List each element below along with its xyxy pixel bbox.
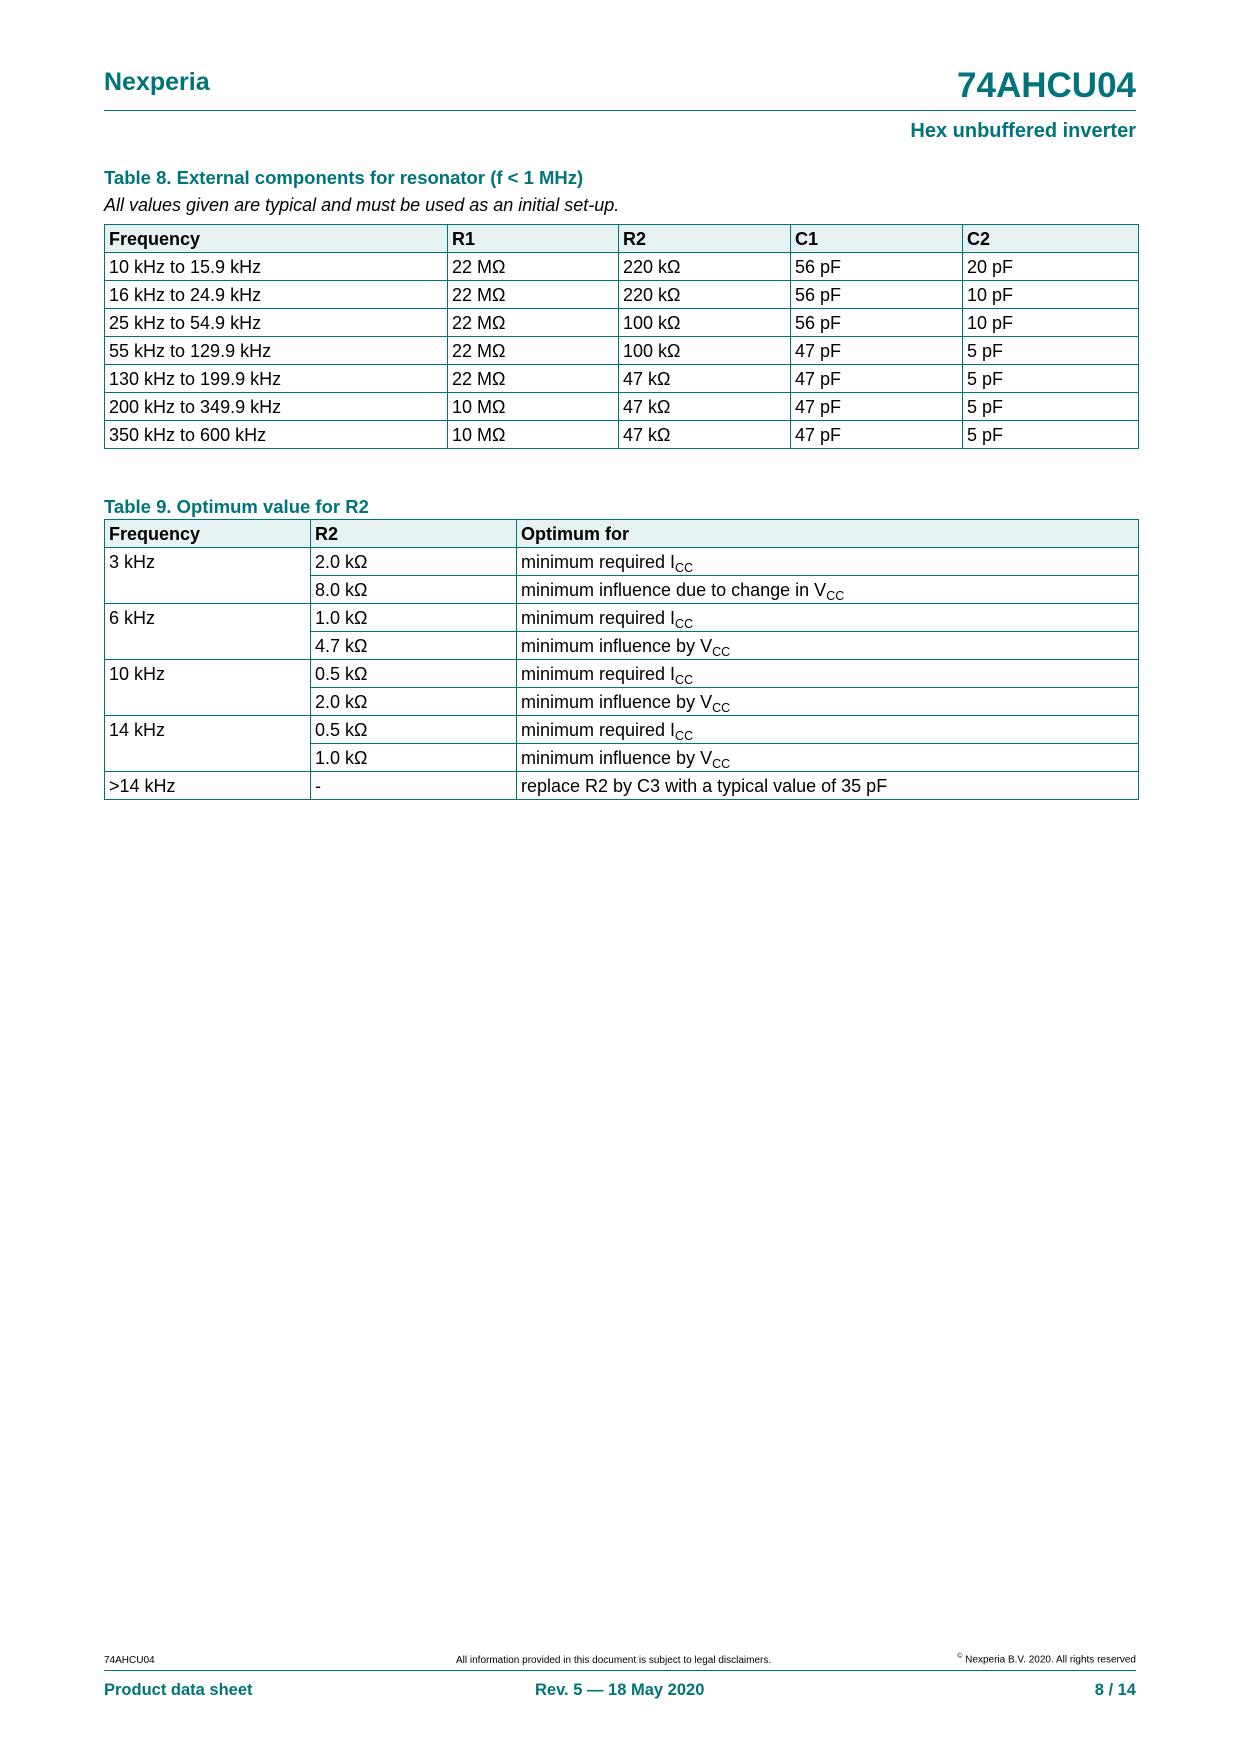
- table-cell: 47 pF: [791, 365, 963, 393]
- table8-header-r1: R1: [448, 225, 619, 253]
- table-row: [105, 393, 1139, 421]
- table-cell: 5 pF: [963, 393, 1139, 421]
- table-cell: 25 kHz to 54.9 kHz: [105, 309, 448, 337]
- footer-page-number: 8 / 14: [1094, 1681, 1136, 1699]
- document-subtitle: Hex unbuffered inverter: [910, 120, 1136, 142]
- table8-note: All values given are typical and must be used as an initial set-up.: [104, 195, 620, 215]
- frequency-cell: >14 kHz: [105, 772, 311, 800]
- table8: [104, 224, 1139, 449]
- copyright-text: Nexperia B.V. 2020. All rights reserved: [965, 1654, 1136, 1666]
- footer-copyright: [957, 1653, 1136, 1665]
- table9-caption: Table 9. Optimum value for R2: [104, 496, 369, 517]
- table-cell: 22 MΩ: [448, 365, 619, 393]
- table-cell: 200 kHz to 349.9 kHz: [105, 393, 448, 421]
- footer-doc-type: Product data sheet: [104, 1681, 253, 1699]
- header-divider: [104, 110, 1136, 111]
- optimum-for-text: minimum required I: [521, 608, 676, 628]
- optimum-for-text: replace R2 by C3 with a typical value of 35 pF: [521, 776, 888, 796]
- subscript: CC: [826, 589, 845, 603]
- table-cell: 47 pF: [791, 337, 963, 365]
- r2-value-cell: 4.7 kΩ: [311, 632, 517, 660]
- table-cell: 20 pF: [963, 253, 1139, 281]
- table-cell: 100 kΩ: [619, 337, 791, 365]
- table8-caption: Table 8. External components for resonator (f < 1 MHz): [104, 167, 584, 188]
- optimum-for-cell: [517, 632, 1139, 660]
- table8-header-r2: R2: [619, 225, 791, 253]
- part-number: 74AHCU04: [957, 66, 1136, 105]
- optimum-for-cell: [517, 772, 1139, 800]
- table-cell: 5 pF: [963, 337, 1139, 365]
- table-cell: 22 MΩ: [448, 337, 619, 365]
- table9-header-optimum-for: Optimum for: [517, 520, 1139, 548]
- footer-divider: [104, 1670, 1136, 1671]
- r2-value-cell: 2.0 kΩ: [311, 688, 517, 716]
- table-row: [105, 337, 1139, 365]
- optimum-for-cell: [517, 660, 1139, 688]
- table-cell: 10 MΩ: [448, 421, 619, 449]
- subscript: CC: [675, 617, 694, 631]
- brand-name: Nexperia: [104, 68, 210, 96]
- table-row: [105, 660, 1139, 688]
- copyright-symbol: ©: [957, 1653, 963, 1660]
- subscript: CC: [712, 645, 731, 659]
- table-cell: 10 pF: [963, 281, 1139, 309]
- table-cell: 56 pF: [791, 281, 963, 309]
- table-cell: 22 MΩ: [448, 309, 619, 337]
- table-cell: 22 MΩ: [448, 281, 619, 309]
- table-row: [105, 253, 1139, 281]
- table-cell: 16 kHz to 24.9 kHz: [105, 281, 448, 309]
- table-cell: 47 pF: [791, 421, 963, 449]
- r2-value-cell: 2.0 kΩ: [311, 548, 517, 576]
- table9-header-r2: R2: [311, 520, 517, 548]
- r2-value-cell: 0.5 kΩ: [311, 660, 517, 688]
- table-cell: 5 pF: [963, 365, 1139, 393]
- optimum-for-cell: [517, 548, 1139, 576]
- table-row: [105, 772, 1139, 800]
- optimum-for-cell: [517, 744, 1139, 772]
- table-cell: 130 kHz to 199.9 kHz: [105, 365, 448, 393]
- table-cell: 22 MΩ: [448, 253, 619, 281]
- optimum-for-text: minimum influence by V: [521, 748, 713, 768]
- r2-value-cell: -: [311, 772, 517, 800]
- table-row: [105, 309, 1139, 337]
- table-cell: 56 pF: [791, 253, 963, 281]
- optimum-for-text: minimum influence by V: [521, 636, 713, 656]
- r2-value-cell: 1.0 kΩ: [311, 744, 517, 772]
- table-cell: 10 kHz to 15.9 kHz: [105, 253, 448, 281]
- subscript: CC: [712, 701, 731, 715]
- table8-header-frequency: Frequency: [105, 225, 448, 253]
- table-cell: 350 kHz to 600 kHz: [105, 421, 448, 449]
- optimum-for-cell: [517, 604, 1139, 632]
- table8-header-c1: C1: [791, 225, 963, 253]
- table9-header-frequency: Frequency: [105, 520, 311, 548]
- table-row: [105, 548, 1139, 576]
- optimum-for-text: minimum required I: [521, 720, 676, 740]
- table-cell: 100 kΩ: [619, 309, 791, 337]
- footer-legal-notice: All information provided in this document is subject to legal disclaimers.: [456, 1655, 772, 1666]
- subscript: CC: [675, 673, 694, 687]
- table8-header-c2: C2: [963, 225, 1139, 253]
- table-cell: 10 pF: [963, 309, 1139, 337]
- table9: [104, 519, 1139, 800]
- table-row: [105, 365, 1139, 393]
- frequency-cell: 10 kHz: [105, 660, 311, 716]
- table-cell: 47 kΩ: [619, 393, 791, 421]
- optimum-for-cell: [517, 688, 1139, 716]
- subscript: CC: [675, 561, 694, 575]
- table-cell: 5 pF: [963, 421, 1139, 449]
- optimum-for-cell: [517, 716, 1139, 744]
- table-cell: 10 MΩ: [448, 393, 619, 421]
- footer-doc-id: 74AHCU04: [104, 1655, 155, 1666]
- r2-value-cell: 0.5 kΩ: [311, 716, 517, 744]
- table-cell: 56 pF: [791, 309, 963, 337]
- table-row: [105, 604, 1139, 632]
- table-cell: 55 kHz to 129.9 kHz: [105, 337, 448, 365]
- subscript: CC: [675, 729, 694, 743]
- optimum-for-text: minimum required I: [521, 552, 676, 572]
- table-row: [105, 716, 1139, 744]
- table-cell: 47 pF: [791, 393, 963, 421]
- r2-value-cell: 1.0 kΩ: [311, 604, 517, 632]
- optimum-for-text: minimum required I: [521, 664, 676, 684]
- footer-revision: Rev. 5 — 18 May 2020: [535, 1681, 705, 1699]
- table-cell: 220 kΩ: [619, 281, 791, 309]
- table-row: [105, 421, 1139, 449]
- table-cell: 220 kΩ: [619, 253, 791, 281]
- subscript: CC: [712, 757, 731, 771]
- optimum-for-text: minimum influence by V: [521, 692, 713, 712]
- optimum-for-cell: [517, 576, 1139, 604]
- frequency-cell: 14 kHz: [105, 716, 311, 772]
- frequency-cell: 6 kHz: [105, 604, 311, 660]
- table-cell: 47 kΩ: [619, 421, 791, 449]
- r2-value-cell: 8.0 kΩ: [311, 576, 517, 604]
- table-cell: 47 kΩ: [619, 365, 791, 393]
- frequency-cell: 3 kHz: [105, 548, 311, 604]
- table-row: [105, 281, 1139, 309]
- optimum-for-text: minimum influence due to change in V: [521, 580, 827, 600]
